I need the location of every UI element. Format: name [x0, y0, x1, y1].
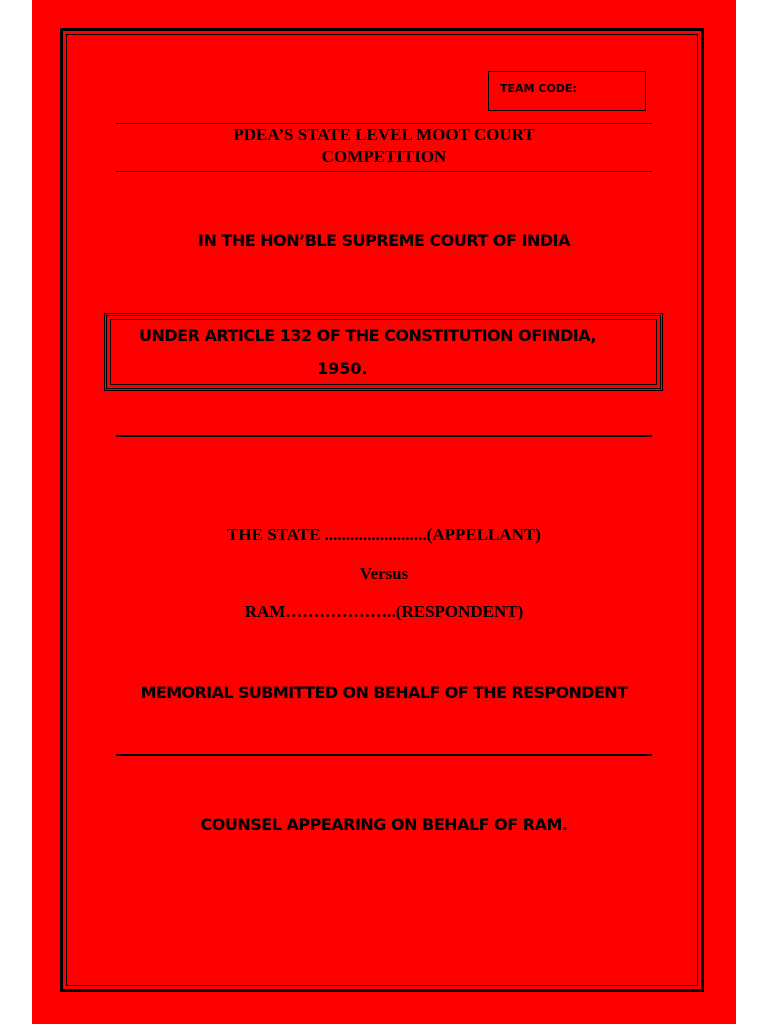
versus-line: Versus: [359, 564, 409, 583]
page-border-outer: [60, 28, 704, 992]
memorial-heading: MEMORIAL SUBMITTED ON BEHALF OF THE RESPONDENT: [140, 683, 628, 702]
cover-page: [32, 0, 736, 1024]
respondent-line: RAM………………..(RESPONDENT): [244, 602, 524, 621]
court-heading: IN THE HON’BLE SUPREME COURT OF INDIA: [198, 231, 570, 250]
page-border-inner: [66, 34, 698, 986]
competition-title: [116, 124, 652, 168]
competition-title-line2: COMPETITION: [321, 147, 447, 166]
divider-after-memorial: [116, 754, 652, 756]
article-box: [104, 313, 663, 391]
divider-after-article: [116, 435, 652, 437]
article-line1: UNDER ARTICLE 132 OF THE CONSTITUTION OFINDIA,: [139, 326, 596, 345]
team-code-box: TEAM CODE:: [488, 71, 646, 111]
appellant-line: THE STATE ........................(APPELLANT): [227, 525, 541, 544]
divider-under-competition: [116, 171, 652, 172]
article-line2: 1950.: [317, 359, 368, 378]
competition-title-line1: PDEA’S STATE LEVEL MOOT COURT: [233, 125, 535, 144]
counsel-heading: COUNSEL APPEARING ON BEHALF OF RAM.: [200, 815, 568, 834]
